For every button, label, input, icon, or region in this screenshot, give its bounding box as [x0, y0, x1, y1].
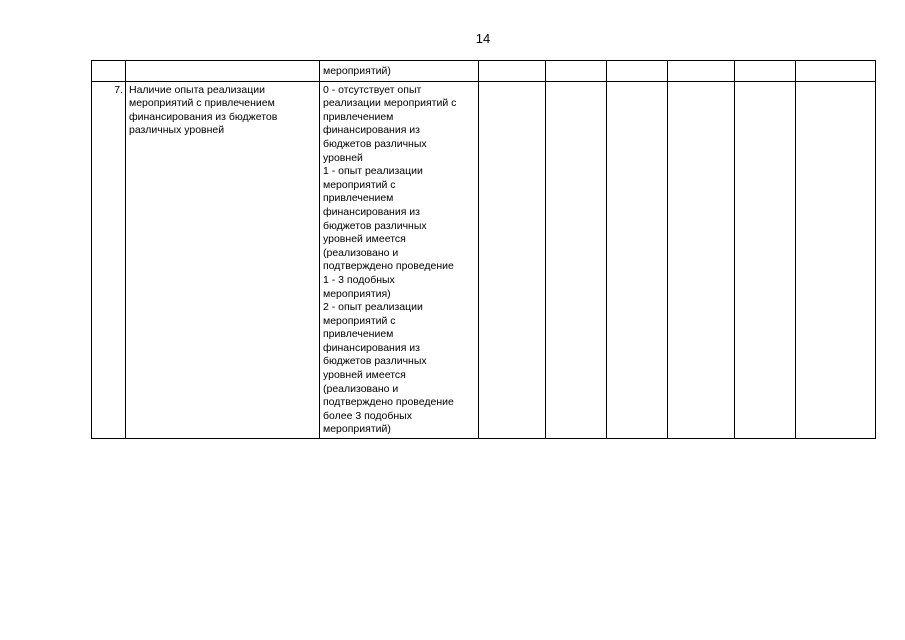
- scores-cell: 0 - отсутствует опыт реализации мероприятий с привлечением финансирования из бюджетов различных уровней 1 - опыт реализации мероприятий с привлечением финансирования из бюджетов различных уровней имеется (реализовано и подтверждено проведение 1 - 3 подобных мероприятия) 2 - опыт реализации мероприятий с привлечением финансирования из бюджетов различных уровней имеется (реализовано и подтверждено проведение более 3 подобных мероприятий): [320, 81, 479, 438]
- empty-cell: [479, 81, 546, 438]
- page-number: 14: [475, 31, 491, 46]
- empty-cell: [668, 61, 735, 82]
- table-row-continued: [92, 61, 876, 82]
- empty-cell: [607, 61, 668, 82]
- empty-cell: [735, 61, 796, 82]
- scores-cell: мероприятий): [320, 61, 479, 82]
- empty-cell: [479, 61, 546, 82]
- empty-cell: [796, 61, 876, 82]
- criterion-cell: [126, 61, 320, 82]
- empty-cell: [735, 81, 796, 438]
- empty-cell: [546, 81, 607, 438]
- empty-cell: [607, 81, 668, 438]
- empty-cell: [796, 81, 876, 438]
- row-number-cell: 7.: [92, 81, 126, 438]
- criterion-cell: Наличие опыта реализации мероприятий с привлечением финансирования из бюджетов различных уровней: [126, 81, 320, 438]
- empty-cell: [546, 61, 607, 82]
- criteria-table: [91, 60, 876, 439]
- table-row: [92, 81, 876, 438]
- row-number-cell: [92, 61, 126, 82]
- empty-cell: [668, 81, 735, 438]
